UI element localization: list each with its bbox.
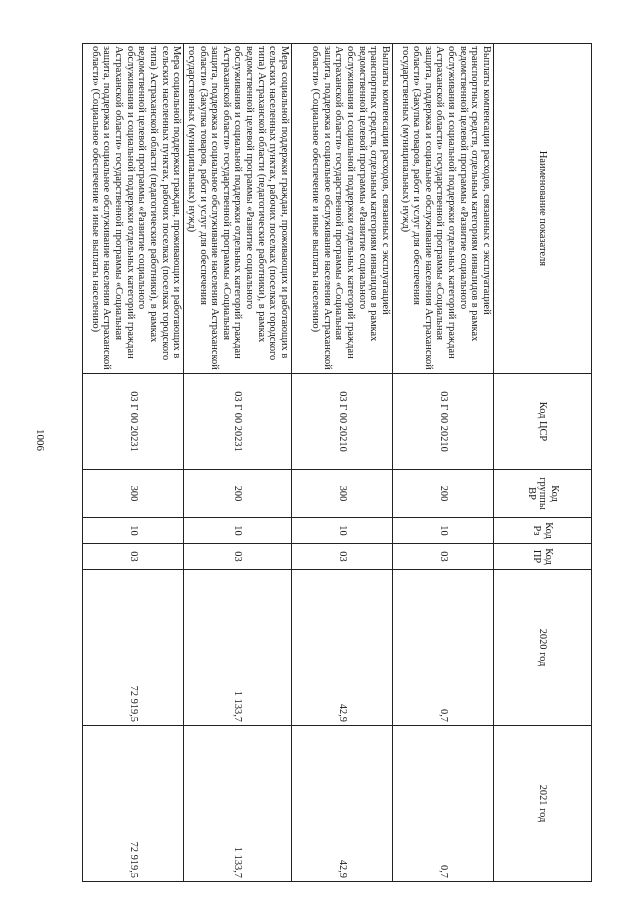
row-vr: 200 — [184, 470, 292, 518]
row-vr: 300 — [83, 470, 184, 518]
row-csr: 03 Г 00 20210 — [393, 374, 494, 470]
row-vr: 200 — [393, 470, 494, 518]
row-2020: 1 133,7 — [184, 570, 292, 726]
row-name: Выплаты компенсации расходов, связанных с эксплуатацией транспортных средств, отдельным категориям инвалидов в рамках ведомственной целевой программы «Развитие социального обслуживания и социальной поддержки отдельных категорий граждан Астраханской области» государственной программы «Социальная защита, поддержка и социальное обслуживание населения Астраханской области» (Закупка товаров, работ и услуг для обеспечения государственных (муниципальных) нужд) — [393, 44, 494, 374]
rotated-table-container — [89, 43, 592, 881]
row-csr: 03 Г 00 20231 — [184, 374, 292, 470]
row-pr: 03 — [83, 544, 184, 570]
row-pr: 03 — [184, 544, 292, 570]
row-2021: 0,7 — [393, 726, 494, 882]
row-name: Выплаты компенсации расходов, связанных с эксплуатацией транспортных средств, отдельным категориям инвалидов в рамках ведомственной целевой программы «Развитие социального обслуживания и социальной поддержки отдельных категорий граждан Астраханской области» государственной программы «Социальная защита, поддержка и социальное обслуживание населения Астраханской области» (Социальное обеспечение и иные выплаты населению) — [292, 44, 393, 374]
page-number: 1006 — [34, 429, 46, 451]
table-row — [393, 44, 494, 882]
row-pr: 03 — [292, 544, 393, 570]
row-2021: 72 919,5 — [83, 726, 184, 882]
row-rz: 10 — [393, 518, 494, 544]
row-2021: 42,9 — [292, 726, 393, 882]
header-2021: 2021 год — [494, 726, 592, 882]
table-row — [83, 44, 184, 882]
header-pr: Код ПР — [494, 544, 592, 570]
row-pr: 03 — [393, 544, 494, 570]
header-rz: Код Рз — [494, 518, 592, 544]
row-2020: 42,9 — [292, 570, 393, 726]
budget-table — [82, 43, 592, 882]
table-row — [184, 44, 292, 882]
row-rz: 10 — [83, 518, 184, 544]
row-vr: 300 — [292, 470, 393, 518]
header-name: Наименование показателя — [494, 44, 592, 374]
row-rz: 10 — [184, 518, 292, 544]
row-name: Мера социальной поддержки граждан, проживающих и работающих в сельских населенных пунктах, рабочих поселках (поселках городского типа) Астраханской области (педагогические работники), в рамках ведомственной целевой программы «Развитие социального обслуживания и социальной поддержки отдельных категорий граждан Астраханской области» государственной программы «Социальная защита, поддержка и социальное обслуживание населения Астраханской области» (Социальное обеспечение и иные выплаты населению) — [83, 44, 184, 374]
row-2020: 72 919,5 — [83, 570, 184, 726]
header-csr: Код ЦСР — [494, 374, 592, 470]
row-csr: 03 Г 00 20231 — [83, 374, 184, 470]
row-rz: 10 — [292, 518, 393, 544]
row-2020: 0,7 — [393, 570, 494, 726]
row-name: Мера социальной поддержки граждан, проживающих и работающих в сельских населенных пунктах, рабочих поселках (поселках городского типа) Астраханской области (педагогические работники), в рамках ведомственной целевой программы «Развитие социального обслуживания и социальной поддержки отдельных категорий граждан Астраханской области» государственной программы «Социальная защита, поддержка и социальное обслуживание населения Астраханской области» (Закупка товаров, работ и услуг для обеспечения государственных (муниципальных) нужд) — [184, 44, 292, 374]
row-csr: 03 Г 00 20210 — [292, 374, 393, 470]
table-header-row — [494, 44, 592, 882]
header-2020: 2020 год — [494, 570, 592, 726]
rotated-table-area — [89, 43, 592, 881]
table-row — [292, 44, 393, 882]
row-2021: 1 133,7 — [184, 726, 292, 882]
header-vr: Код группы ВР — [494, 470, 592, 518]
